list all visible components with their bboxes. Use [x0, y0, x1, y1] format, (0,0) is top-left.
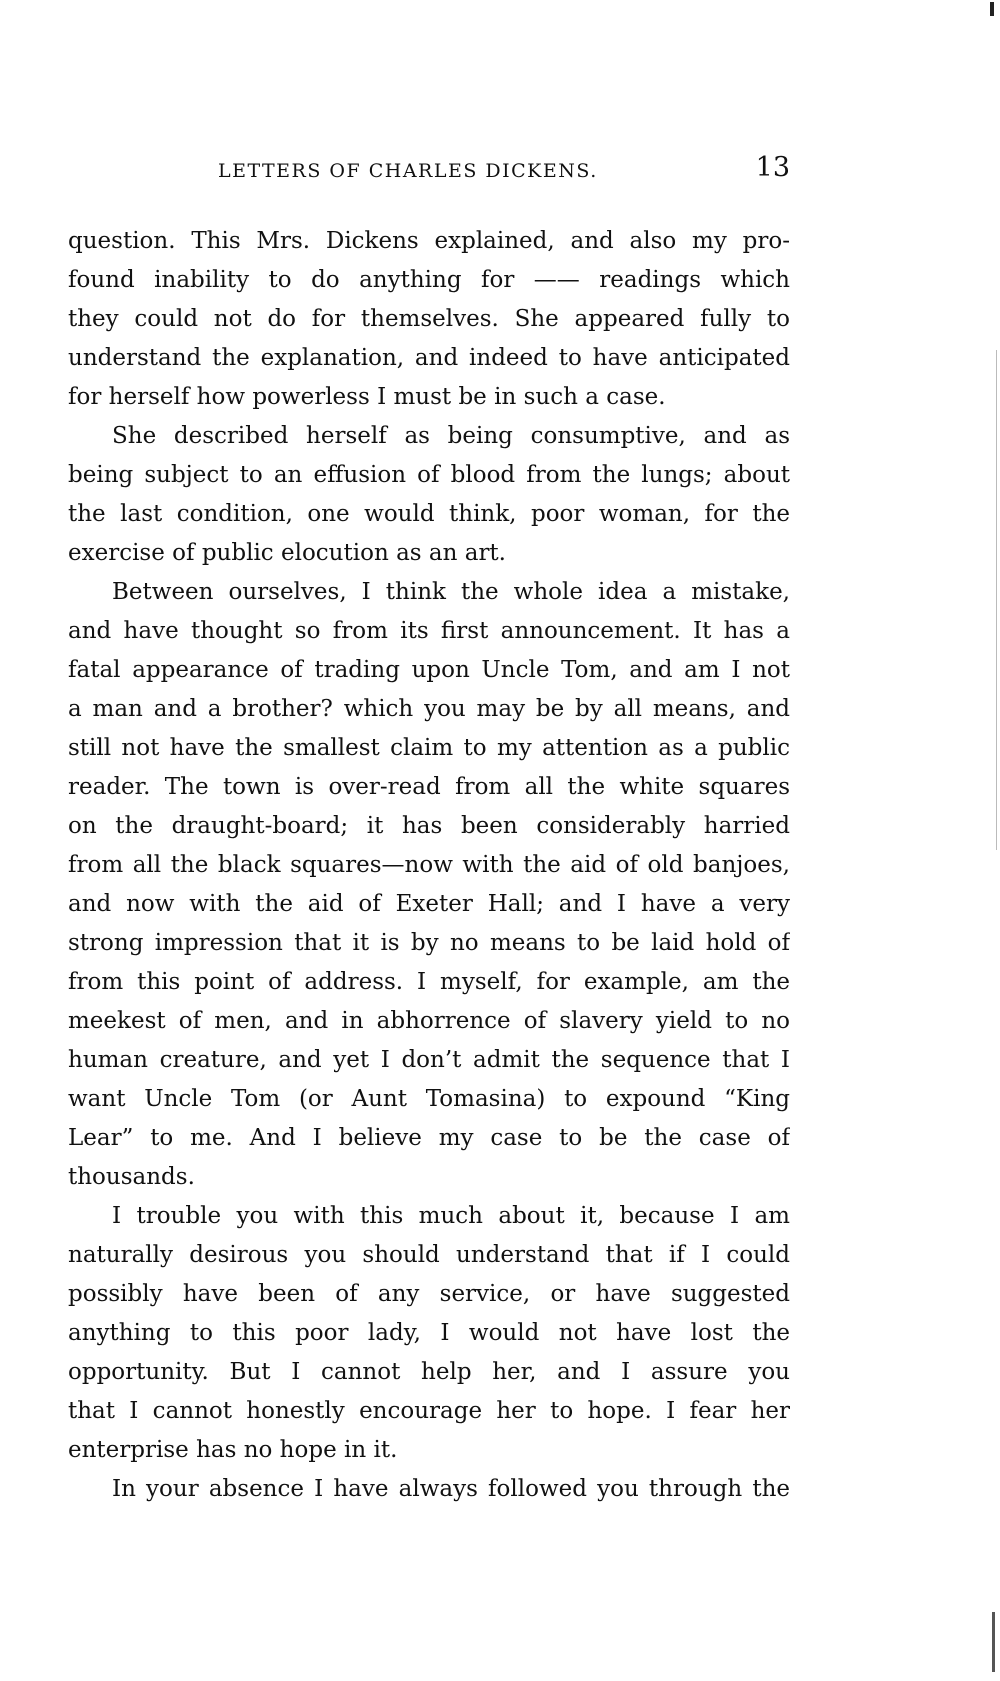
running-title: LETTERS OF CHARLES DICKENS.	[218, 160, 598, 182]
paragraph-4	[68, 1197, 790, 1470]
text-line: for herself how powerless I must be in such a case.	[68, 384, 666, 410]
text-line: reader. The town is over-read from all the white squares	[68, 774, 790, 800]
text-line: enterprise has no hope in it.	[68, 1437, 398, 1463]
text-line: She described herself as being consumptive, and as	[112, 423, 790, 449]
paragraph-3	[68, 573, 790, 1197]
paragraph-5	[68, 1470, 790, 1509]
text-line: naturally desirous you should understand that if I could	[68, 1242, 790, 1268]
text-line: a man and a brother? which you may be by all means, and	[68, 696, 790, 722]
text-line: In your absence I have always followed you through the	[112, 1476, 790, 1502]
text-line: they could not do for themselves. She appeared fully to	[68, 306, 790, 332]
text-line: opportunity. But I cannot help her, and I assure you	[68, 1359, 790, 1385]
body-text	[68, 222, 790, 1509]
text-line: and have thought so from its first announcement. It has a	[68, 618, 790, 644]
text-line: understand the explanation, and indeed to have anticipated	[68, 345, 790, 371]
text-line: and now with the aid of Exeter Hall; and I have a very	[68, 891, 790, 917]
text-line: on the draught-board; it has been considerably harried	[68, 813, 790, 839]
scan-edge-mark-bottom	[992, 1612, 995, 1672]
scan-edge-mark-right	[996, 350, 997, 850]
text-line: human creature, and yet I don’t admit the sequence that I	[68, 1047, 790, 1073]
scan-edge-mark-top	[990, 2, 994, 16]
text-line: from all the black squares—now with the aid of old banjoes,	[68, 852, 790, 878]
text-line: anything to this poor lady, I would not have lost the	[68, 1320, 790, 1346]
text-line: Lear” to me. And I believe my case to be the case of	[68, 1125, 790, 1151]
text-line: thousands.	[68, 1164, 195, 1190]
text-line: being subject to an effusion of blood from the lungs; about	[68, 462, 790, 488]
text-line: from this point of address. I myself, for example, am the	[68, 969, 790, 995]
text-line: the last condition, one would think, poor woman, for the	[68, 501, 790, 527]
text-line: possibly have been of any service, or have suggested	[68, 1281, 790, 1307]
running-head	[68, 152, 790, 188]
paragraph-2	[68, 417, 790, 573]
page-number: 13	[755, 152, 790, 183]
text-line: found inability to do anything for —— readings which	[68, 267, 790, 293]
text-line: meekest of men, and in abhorrence of slavery yield to no	[68, 1008, 790, 1034]
text-line: still not have the smallest claim to my attention as a public	[68, 735, 790, 761]
text-line: that I cannot honestly encourage her to hope. I fear her	[68, 1398, 790, 1424]
text-line: I trouble you with this much about it, because I am	[112, 1203, 790, 1229]
text-line: question. This Mrs. Dickens explained, and also my pro-	[68, 228, 790, 254]
text-line: want Uncle Tom (or Aunt Tomasina) to expound “King	[68, 1086, 790, 1112]
text-line: strong impression that it is by no means to be laid hold of	[68, 930, 790, 956]
paragraph-1	[68, 222, 790, 417]
text-line: exercise of public elocution as an art.	[68, 540, 506, 566]
text-line: Between ourselves, I think the whole idea a mistake,	[112, 579, 790, 605]
text-line: fatal appearance of trading upon Uncle Tom, and am I not	[68, 657, 790, 683]
